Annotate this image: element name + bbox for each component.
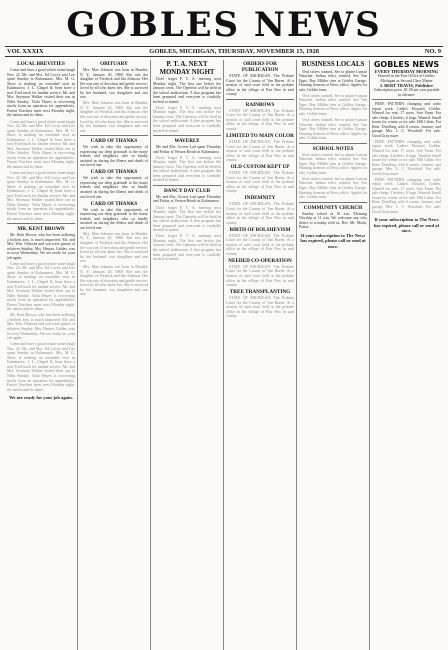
volume-number: VOL XXXIX <box>7 48 44 55</box>
publisher-name: J. BERT TRAVIS, Publisher <box>379 83 434 88</box>
subscription-notice: If your subscription to The News has expired, please call or send at once. <box>300 232 366 249</box>
community-church-heading: COMMUNITY CHURCH <box>303 204 363 211</box>
business-locals-text: Veal calves wanted. See or phone Lyman Wauchet. Indian relics wanted. See Van Epps. Buy Milder tires at Gobles Garage. Hunting licenses at News office. Apples for sale, Gobles farm. <box>299 69 367 92</box>
job-printing-notice: We are ready for your job again. <box>9 395 73 401</box>
article-text-cont: Come and have a good whole some laugh Nov. 22. Mr. and Mrs. Ed Covey and Leo spent Sunday in Kalamazoo. Mrs. M. G. Skow is making an extended visit in Kalamazoo. J. L. Chapel & Sons have a new Ford truck for lumber service. Mr. and Mrs. Seymour Walker visited their son in Niles Sunday. Viola Hayes is recovering nicely from an operation for appendicitis. Parent Teachers meet next Monday night, the nation and its ideas. <box>7 261 75 312</box>
article-heading: MR. KENT BROWN <box>17 226 65 233</box>
obituary-heading: OBITUARY <box>100 61 128 67</box>
divider <box>226 99 294 100</box>
local-brevities-text-cont2: Come and have a good whole some laugh Nov. 22. Mr. and Mrs. Ed Covey and Leo spent Sunday in Kalamazoo. Mrs. M. G. Skow is making an extended visit in Kalamazoo. J. L. Chapel & Sons have a new Ford truck for lumber service. Mr. and Mrs. Seymour Walker visited their son in Niles Sunday. Viola Hayes is recovering nicely from an operation for appendicitis. Parent Teachers meet next Monday night, the nation and its ideas. <box>7 171 75 221</box>
dateline <box>5 46 443 57</box>
rainbows-heading: RAINBOWS <box>245 101 275 108</box>
divider <box>7 223 75 224</box>
card-of-thanks-text-cont: Mrs. Mae Johnson was born in Hamlin, N. Y., January 20, 1868. She was the daughter of Fredrick and Ida Johnson. Her life was one of devotion and gentle service, loved by all who knew her. She is survived by her husband, two daughters and one son. <box>80 231 148 264</box>
business-locals-text-cont: Veal calves wanted. See or phone Lyman Wauchet. Indian relics wanted. See Van Epps. Buy Milder tires at Gobles Garage. Hunting licenses at News office. Apples for sale, Gobles farm. <box>299 93 367 116</box>
bolshevism-heading: BIRTH OF BOLSHEVISM <box>229 226 291 233</box>
rainbows-text: STATE OF MICHIGAN, The Probate Court for the County of Van Buren. At a session of said court held at the probate office in the village of Paw Paw in said county. <box>226 108 294 131</box>
school-notes-heading: SCHOOL NOTES <box>312 145 354 152</box>
divider <box>372 99 441 100</box>
main-color-heading: LIMITED TO MAIN COLOR <box>226 132 294 139</box>
publisher-box-text: Entered in the Post Office at Gobles, Michigan as Second Class Matter <box>377 74 436 83</box>
dancy-day-club-heading: DANCY DAY CLUB <box>163 187 211 194</box>
column-1 <box>5 60 78 650</box>
column-5 <box>297 60 370 650</box>
cooperation-heading: NEEDED CO-OPERATION <box>228 257 292 264</box>
article-text: Mr. Kent Brown, who has been suffering a broken arm, is much improved. Mr. and Mrs. Wm. Osborne and son were guests of relatives Sunday. Mrs. Hauser, Gobles, was in town Wednesday. We are ready for your job again. <box>7 233 75 260</box>
divider <box>153 135 221 136</box>
divider <box>153 185 221 186</box>
card-of-thanks-text-2: We wish to take this opportunity of expressing our deep gratitude to the many friends and neighbors who so kindly assisted us during the illness and death of our loved one. <box>80 176 148 199</box>
classified-text-cont: FREE PATTERN changing and radio repair work. Ladies' Howard, Gobles. Wanted for rent: 17 acres. Swe Farm. For sale cheap: 2 heifers, 6 hogs. Wanted: Small house for winter or for sale. Hill Cabin. For Rent: Dwelling with 6 rooms, furnace, and garage. Mrs. L. C. Woodruff. For sale: Good Gray mare. <box>372 139 441 176</box>
expired-subscription-notice: If your subscription to The News has expired, please call or send at once. <box>373 217 440 233</box>
publisher-box-title: GOBLES NEWS <box>373 60 440 69</box>
article-columns <box>5 60 443 650</box>
column-6 <box>370 60 443 650</box>
local-brevities-text: Come and have a good whole some laugh Nov. 22. Mr. and Mrs. Ed Covey and Leo spent Sunday in Kalamazoo. Mrs. M. G. Skow is making an extended visit in Kalamazoo. J. L. Chapel & Sons have a new Ford truck for lumber service. Mr. and Mrs. Seymour Walker visited their son in Niles Sunday. Viola Hayes is recovering nicely from an operation for appendicitis. Parent Teachers meet next Monday night, the nation and its ideas. <box>7 68 75 118</box>
classified-text-cont2: FREE PATTERN changing and radio repair work. Ladies' Howard, Gobles. Wanted for rent: 17 acres. Swe Farm. For sale cheap: 2 heifers, 6 hogs. Wanted: Small house for winter or for sale. Hill Cabin. For Rent: Dwelling with 6 rooms, furnace, and garage. Mrs. L. C. Woodruff. For sale: Good Gray mare. <box>372 177 441 214</box>
obituary-text-cont: Mrs. Mae Johnson was born in Hamlin, N. Y., January 20, 1868. She was the daughter of Fredrick and Ida Johnson. Her life was one of devotion and gentle service, loved by all who knew her. She is survived by her husband, two daughters and one son. <box>80 101 148 133</box>
issue-number: NO. 9 <box>424 48 441 55</box>
dancy-day-club-text-cont2: Don't forget P. T. A. meeting next Monday night. The first one before the January term. The Operetta will be held in the school auditorium. A fine program has been prepared and everyone is cordially invited to attend. <box>153 234 221 262</box>
divider <box>80 135 148 136</box>
card-of-thanks-text-cont2: Mrs. Mae Johnson was born in Hamlin, N. Y., January 20, 1868. She was the daughter of Fredrick and Ida Johnson. Her life was one of devotion and gentle service, loved by all who knew her. She is survived by her husband, two daughters and one son. <box>80 265 148 297</box>
card-of-thanks-heading-2: CARD OF THANKS <box>90 169 138 176</box>
divider <box>299 143 367 144</box>
dancy-day-club-text: Mr. and Mrs. Grover Latt spent Thursday and Friday at Vernon Beach in Kalamazoo. <box>153 194 221 204</box>
main-color-text: STATE OF MICHIGAN, The Probate Court for the County of Van Buren. At a session of said court held at the probate office in the village of Paw Paw in said county. <box>226 139 294 163</box>
community-church-text: Sunday school at 10 a.m. Morning Worship at 11 a.m. We welcome any who desire to worship with us. Rev. Mr. Monk, Pastor. <box>299 211 367 230</box>
masthead: GOBLES NEWS <box>66 5 382 45</box>
pta-heading: P. T. A. NEXT MONDAY NIGHT <box>159 61 215 76</box>
divider <box>299 202 367 203</box>
bolshevism-text: STATE OF MICHIGAN, The Probate Court for the County of Van Buren. At a session of said court held at the probate office in the village of Paw Paw in said county. <box>226 233 294 256</box>
school-notes-text: Veal calves wanted. See or phone Lyman Wauchet. Indian relics wanted. See Van Epps. Buy Milder tires at Gobles Garage. Hunting licenses at News office. Apples for sale, Gobles farm. <box>299 152 367 175</box>
publisher-box-subtitle: EVERY THURSDAY MORNING <box>374 69 439 74</box>
tree-transplanting-text: STATE OF MICHIGAN, The Probate Court for the County of Van Buren. At a session of said court held at the probate office in the village of Paw Paw in said county. <box>226 296 294 319</box>
dancy-day-club-text-cont: Don't forget P. T. A. meeting next Monday night. The first one before the January term. The Operetta will be held in the school auditorium. A fine program has been prepared and everyone is cordially invited to attend. <box>153 205 221 233</box>
card-of-thanks-heading-3: CARD OF THANKS <box>90 200 138 207</box>
business-locals-heading: BUSINESS LOCALS <box>301 61 365 68</box>
orders-text: STATE OF MICHIGAN, The Probate Court for the County of Van Buren. At a session of said court held at the probate office in the village of Paw Paw in said county. <box>226 74 294 97</box>
obituary-text: Mrs. Mae Johnson was born in Hamlin, N. Y., January 20, 1868. She was the daughter of Fredrick and Ida Johnson. Her life was one of devotion and gentle service, loved by all who knew her. She is survived by her husband, two daughters and one son. <box>80 68 148 100</box>
article-text-cont3: Come and have a good whole some laugh Nov. 22. Mr. and Mrs. Ed Covey and Leo spent Sunday in Kalamazoo. Mrs. M. G. Skow is making an extended visit in Kalamazoo. J. L. Chapel & Sons have a new Ford truck for lumber service. Mr. and Mrs. Seymour Walker visited their son in Niles Sunday. Viola Hayes is recovering nicely from an operation for appendicitis. Parent Teachers meet next Monday night, the nation and its ideas. <box>7 342 75 392</box>
subscription-price: Subscription price, $1.50 per year payable in advance <box>373 88 440 97</box>
cooperation-text: STATE OF MICHIGAN, The Probate Court for the County of Van Buren. At a session of said court held at the probate office in the village of Paw Paw in said county. <box>226 264 294 288</box>
orders-heading: ORDERS FOR PUBLICATION <box>241 61 279 73</box>
tree-transplanting-heading: TREE TRANSPLANTING <box>229 289 291 296</box>
article-text-cont2: Mr. Kent Brown, who has been suffering a broken arm, is much improved. Mr. and Mrs. Wm. Osborne and son were guests of relatives Sunday. Mrs. Hauser, Gobles, was in town Wednesday. We are ready for your job again. <box>7 313 75 341</box>
local-brevities-text-cont: Come and have a good whole some laugh Nov. 22. Mr. and Mrs. Ed Covey and Leo spent Sunday in Kalamazoo. Mrs. M. G. Skow is making an extended visit in Kalamazoo. J. L. Chapel & Sons have a new Ford truck for lumber service. Mr. and Mrs. Seymour Walker visited their son in Niles Sunday. Viola Hayes is recovering nicely from an operation for appendicitis. Parent Teachers meet next Monday night, the nation and its ideas. <box>7 119 75 169</box>
card-of-thanks-text: We wish to take this opportunity of expressing our deep gratitude to the many friends and neighbors who so kindly assisted us during the illness and death of our loved one. <box>80 145 148 168</box>
card-of-thanks-text-3: We wish to take this opportunity of expressing our deep gratitude to the many friends and neighbors who so kindly assisted us during the illness and death of our loved one. <box>80 207 148 230</box>
column-3 <box>151 60 224 650</box>
business-locals-text-cont2: Veal calves wanted. See or phone Lyman Wauchet. Indian relics wanted. See Van Epps. Buy Milder tires at Gobles Garage. Hunting licenses at News office. Apples for sale, Gobles farm. <box>299 117 367 141</box>
old-custom-heading: OLD CUSTOM KEPT UP <box>230 164 290 171</box>
pta-text-cont: Don't forget P. T. A. meeting next Monday night. The first one before the January term. The Operetta will be held in the school auditorium. A fine program has been prepared and everyone is cordially invited to attend. <box>153 105 221 133</box>
indemnity-heading: INDEMNITY <box>244 195 276 202</box>
school-notes-text-cont: Veal calves wanted. See or phone Lyman Wauchet. Indian relics wanted. See Van Epps. Buy Milder tires at Gobles Garage. Hunting licenses at News office. Apples for sale, Gobles farm. <box>299 176 367 200</box>
card-of-thanks-heading: CARD OF THANKS <box>90 138 138 145</box>
column-2 <box>78 60 151 650</box>
local-brevities-heading: LOCAL BREVITIES <box>17 61 65 67</box>
old-custom-text: STATE OF MICHIGAN, The Probate Court for the County of Van Buren. At a session of said court held at the probate office in the village of Paw Paw in said county. <box>226 171 294 194</box>
pta-text: Don't forget P. T. A. meeting next Monday night. The first one before the January term. The Operetta will be held in the school auditorium. A fine program has been prepared and everyone is cordially invited to attend. <box>153 77 221 104</box>
classified-text: FREE PATTERN changing and radio repair work. Ladies' Howard, Gobles. Wanted for rent: 17 acres. Swe Farm. For sale cheap: 2 heifers, 6 hogs. Wanted: Small house for winter or for sale. Hill Cabin. For Rent: Dwelling with 6 rooms, furnace, and garage. Mrs. L. C. Woodruff. For sale: Good Gray mare. <box>372 102 441 138</box>
column-4 <box>224 60 297 650</box>
waverly-heading: WAVERLY <box>174 138 200 145</box>
indemnity-text: STATE OF MICHIGAN, The Probate Court for the County of Van Buren. At a session of said court held at the probate office in the village of Paw Paw in said county. <box>226 202 294 225</box>
waverly-text: Mr. and Mrs. Grover Latt spent Thursday and Friday at Vernon Beach in Kalamazoo. <box>153 145 221 154</box>
issue-date: GOBLES, MICHIGAN, THURSDAY, NOVEMBER 15, 1928 <box>149 48 319 55</box>
waverly-text-cont: Don't forget P. T. A. meeting next Monday night. The first one before the January term. The Operetta will be held in the school auditorium. A fine program has been prepared and everyone is cordially invited to attend. <box>153 155 221 183</box>
